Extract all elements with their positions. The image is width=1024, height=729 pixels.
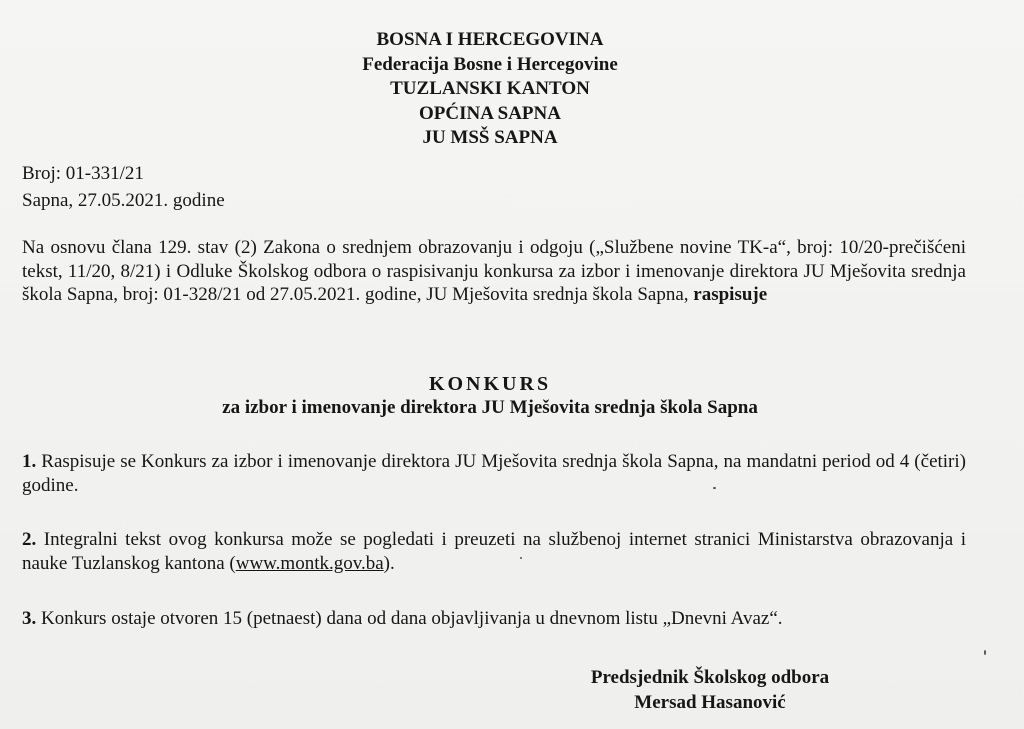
item-text: Raspisuje se Konkurs za izbor i imenovanje direktora JU Mješovita srednja škola Sapna, na mandatni period od 4 (četiri) godine. xyxy=(22,451,966,496)
intro-paragraph xyxy=(22,236,966,307)
intro-emphasis: raspisuje xyxy=(693,284,768,305)
list-item xyxy=(22,450,966,497)
document-title xyxy=(0,372,980,420)
item-number: 1. xyxy=(22,451,37,472)
header-federation: Federacija Bosne i Hercegovine xyxy=(362,53,618,75)
reference-date: Sapna, 27.05.2021. godine xyxy=(22,190,225,211)
ministry-website-link[interactable]: www.montk.gov.ba xyxy=(235,552,384,574)
header-municipality: OPĆINA SAPNA xyxy=(419,102,561,124)
item-text-after: ). xyxy=(383,552,395,574)
item-number: 3. xyxy=(22,608,37,629)
reference-number: Broj: 01-331/21 xyxy=(22,163,144,184)
scan-speck xyxy=(984,650,986,655)
item-number: 2. xyxy=(22,529,37,550)
list-item xyxy=(22,528,966,575)
item-text: Integralni tekst ovog konkursa može se pogledati i preuzeti na službenoj internet stranici Ministarstva obrazovanja i nauke Tuzlanskog kantona ( xyxy=(22,529,966,574)
signature-name: Mersad Hasanović xyxy=(634,692,786,713)
header-country: BOSNA I HERCEGOVINA xyxy=(376,29,604,50)
intro-text: Na osnovu člana 129. stav (2) Zakona o srednjem obrazovanju i odgoju („Službene novine TK-a“, broj: 10/20-prečišćeni tekst, 11/20, 8/21) i Odluke Školskog odbora o raspisivanju konkursa za izbor i imenovanje direktora JU Mješovita srednja škola Sapna, broj: 01-328/21 od 27.05.2021. godine, JU Mješovita srednja škola Sapna, xyxy=(22,237,966,305)
title-subtitle: za izbor i imenovanje direktora JU Mješovita srednja škola Sapna xyxy=(222,397,758,418)
title-main: KONKURS xyxy=(428,373,552,395)
item-text: Konkurs ostaje otvoren 15 (petnaest) dana od dana objavljivanja u dnevnom listu „Dnevni Avaz“. xyxy=(41,608,783,629)
scan-speck xyxy=(713,487,716,489)
signature-title: Predsjednik Školskog odbora xyxy=(590,667,830,688)
document-reference xyxy=(22,160,225,214)
header-canton: TUZLANSKI KANTON xyxy=(390,78,590,99)
scan-speck xyxy=(520,557,522,559)
signature-block xyxy=(520,665,900,715)
header-institution: JU MSŠ SAPNA xyxy=(422,127,558,148)
list-item xyxy=(22,607,966,631)
document-header xyxy=(0,28,980,151)
